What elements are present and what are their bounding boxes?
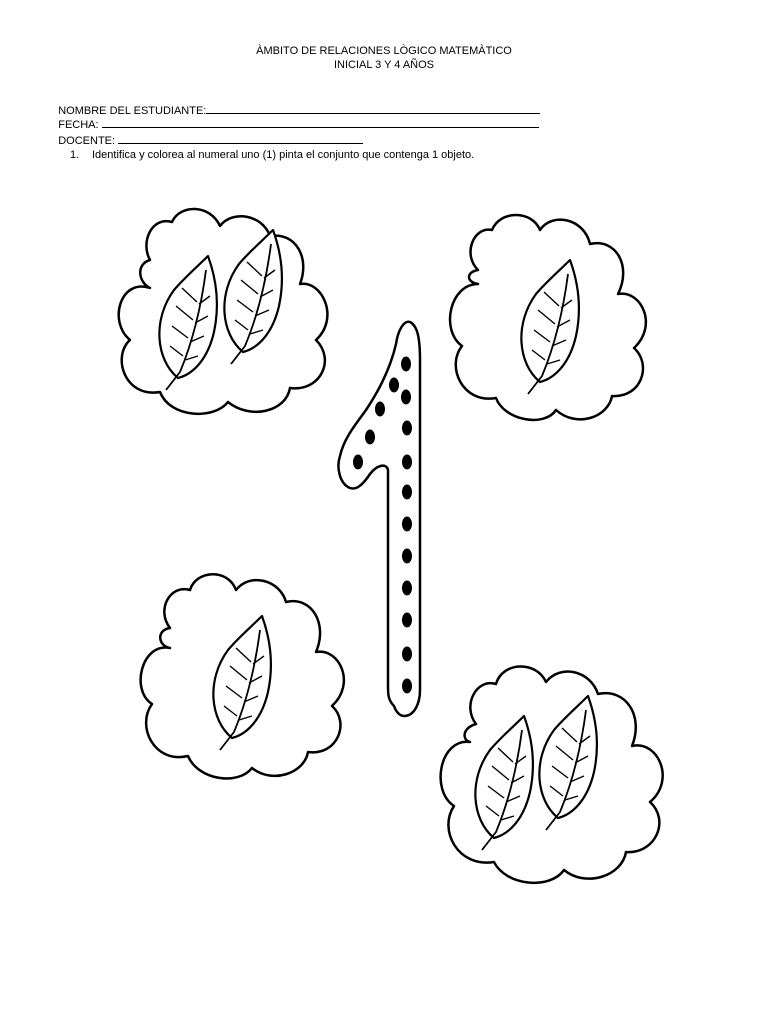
cloud-top-right[interactable] xyxy=(450,215,646,420)
cloud-bottom-right[interactable] xyxy=(441,666,663,882)
instruction-number: 1. xyxy=(70,149,80,161)
cloud-bottom-left[interactable] xyxy=(141,574,344,778)
worksheet-subtitle: INICIAL 3 Y 4 AÑOS xyxy=(333,59,435,71)
cloud-top-left[interactable] xyxy=(119,209,328,414)
date-label: FECHA: xyxy=(58,119,99,131)
instruction-text: Identifica y colorea al numeral uno (1) pinta el conjunto que contenga 1 objeto. xyxy=(92,149,475,161)
student-name-label: NOMBRE DEL ESTUDIANTE: xyxy=(58,105,207,117)
numeral-one-tracing[interactable] xyxy=(338,322,420,716)
worksheet-title: ÀMBITO DE RELACIONES LÒGICO MATEMÀTICO xyxy=(256,45,512,57)
teacher-label: DOCENTE: xyxy=(58,135,116,147)
